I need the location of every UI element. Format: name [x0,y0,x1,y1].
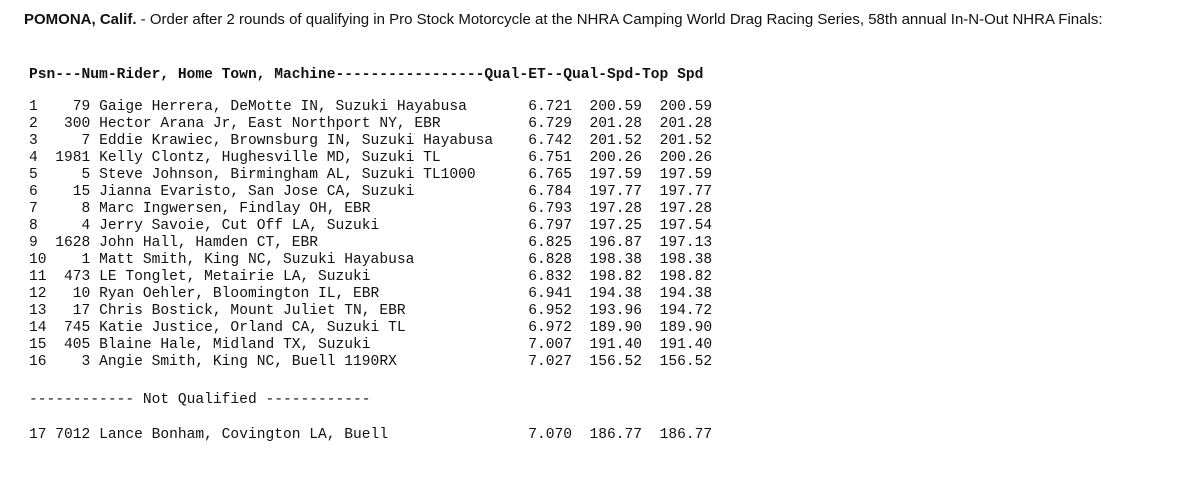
position-cell: 16 [29,354,47,370]
qual-et-cell: 6.765 [528,167,572,183]
qual-speed-cell: 186.77 [572,427,643,443]
rider-cell: Gaige Herrera, DeMotte IN, Suzuki Hayabusa [90,99,529,115]
qual-et-cell: 6.742 [528,133,572,149]
position-cell: 15 [29,337,47,353]
bike-number-cell: 405 [46,337,91,353]
bike-number-cell: 1 [46,252,91,268]
rider-cell: Hector Arana Jr, East Northport NY, EBR [90,116,529,132]
qual-speed-cell: 198.38 [572,252,643,268]
position-cell: 9 [29,235,47,251]
position-cell: 4 [29,150,47,166]
qual-et-cell: 6.751 [528,150,572,166]
rider-cell: Lance Bonham, Covington LA, Buell [90,427,529,443]
qual-et-cell: 7.027 [528,354,572,370]
position-cell: 7 [29,201,47,217]
top-speed-cell: 197.59 [642,167,713,183]
qual-et-cell: 6.828 [528,252,572,268]
bike-number-cell: 300 [46,116,91,132]
top-speed-cell: 194.72 [642,303,713,319]
bike-number-cell: 79 [46,99,91,115]
qual-et-cell: 6.972 [528,320,572,336]
position-cell: 1 [29,99,47,115]
top-speed-cell: 200.26 [642,150,713,166]
top-speed-cell: 198.38 [642,252,713,268]
result-row [29,150,712,167]
position-cell: 10 [29,252,47,268]
top-speed-cell: 201.52 [642,133,713,149]
bike-number-cell: 17 [46,303,91,319]
result-row [29,116,712,133]
qual-speed-cell: 196.87 [572,235,643,251]
bike-number-cell: 1981 [46,150,91,166]
result-row [29,133,712,150]
qual-speed-cell: 200.26 [572,150,643,166]
position-cell: 3 [29,133,47,149]
bike-number-cell: 15 [46,184,91,200]
qual-speed-cell: 197.59 [572,167,643,183]
top-speed-cell: 198.82 [642,269,713,285]
not-qualified-results-list [29,427,712,444]
qual-et-cell: 6.784 [528,184,572,200]
rider-cell: Matt Smith, King NC, Suzuki Hayabusa [90,252,529,268]
rider-cell: Steve Johnson, Birmingham AL, Suzuki TL1000 [90,167,529,183]
not-qualified-divider [29,392,371,409]
rider-cell: Angie Smith, King NC, Buell 1190RX [90,354,529,370]
qual-speed-cell: 193.96 [572,303,643,319]
position-cell: 13 [29,303,47,319]
result-row [29,303,712,320]
top-speed-cell: 156.52 [642,354,713,370]
bike-number-cell: 4 [46,218,91,234]
top-speed-cell: 197.54 [642,218,713,234]
qual-et-cell: 6.952 [528,303,572,319]
result-row [29,99,712,116]
top-speed-cell: 200.59 [642,99,713,115]
intro-paragraph [24,10,1184,30]
top-speed-cell: 197.77 [642,184,713,200]
position-cell: 12 [29,286,47,302]
bike-number-cell: 10 [46,286,91,302]
rider-cell: Jerry Savoie, Cut Off LA, Suzuki [90,218,529,234]
qualified-results-list [29,99,712,371]
position-cell: 2 [29,116,47,132]
dateline: POMONA, Calif. [24,11,137,28]
position-cell: 5 [29,167,47,183]
qual-et-cell: 6.721 [528,99,572,115]
qual-et-cell: 6.832 [528,269,572,285]
qual-speed-cell: 200.59 [572,99,643,115]
rider-cell: Katie Justice, Orland CA, Suzuki TL [90,320,529,336]
top-speed-cell: 197.28 [642,201,713,217]
qual-speed-cell: 156.52 [572,354,643,370]
bike-number-cell: 745 [46,320,91,336]
result-row [29,235,712,252]
position-cell: 8 [29,218,47,234]
top-speed-cell: 201.28 [642,116,713,132]
rider-cell: John Hall, Hamden CT, EBR [90,235,529,251]
qual-speed-cell: 194.38 [572,286,643,302]
results-table-header: Psn---Num-Rider, Home Town, Machine-----------------Qual-ET--Qual-Spd-Top Spd [29,67,704,83]
result-row [29,337,712,354]
qual-speed-cell: 197.28 [572,201,643,217]
result-row [29,427,712,444]
result-row [29,269,712,286]
rider-cell: Chris Bostick, Mount Juliet TN, EBR [90,303,529,319]
bike-number-cell: 473 [46,269,91,285]
bike-number-cell: 8 [46,201,91,217]
top-speed-cell: 189.90 [642,320,713,336]
top-speed-cell: 194.38 [642,286,713,302]
bike-number-cell: 3 [46,354,91,370]
qual-speed-cell: 191.40 [572,337,643,353]
result-row [29,320,712,337]
not-qualified-label: ------------ Not Qualified ------------ [29,392,371,408]
rider-cell: LE Tonglet, Metairie LA, Suzuki [90,269,529,285]
rider-cell: Marc Ingwersen, Findlay OH, EBR [90,201,529,217]
qual-speed-cell: 197.77 [572,184,643,200]
bike-number-cell: 7012 [46,427,91,443]
qual-et-cell: 7.007 [528,337,572,353]
qual-speed-cell: 198.82 [572,269,643,285]
qual-speed-cell: 197.25 [572,218,643,234]
qual-et-cell: 6.793 [528,201,572,217]
result-row [29,286,712,303]
qual-et-cell: 7.070 [528,427,572,443]
top-speed-cell: 191.40 [642,337,713,353]
result-row [29,354,712,371]
rider-cell: Jianna Evaristo, San Jose CA, Suzuki [90,184,529,200]
position-cell: 11 [29,269,47,285]
result-row [29,201,712,218]
result-row [29,184,712,201]
intro-text: - Order after 2 rounds of qualifying in Pro Stock Motorcycle at the NHRA Camping World Drag Racing Series, 58th annual In-N-Out NHRA Finals: [136,11,1103,28]
rider-cell: Kelly Clontz, Hughesville MD, Suzuki TL [90,150,529,166]
position-cell: 17 [29,427,47,443]
top-speed-cell: 186.77 [642,427,713,443]
qual-et-cell: 6.797 [528,218,572,234]
qual-speed-cell: 189.90 [572,320,643,336]
position-cell: 6 [29,184,47,200]
qual-et-cell: 6.729 [528,116,572,132]
rider-cell: Eddie Krawiec, Brownsburg IN, Suzuki Hayabusa [90,133,529,149]
qual-speed-cell: 201.28 [572,116,643,132]
bike-number-cell: 7 [46,133,91,149]
bike-number-cell: 1628 [46,235,91,251]
rider-cell: Ryan Oehler, Bloomington IL, EBR [90,286,529,302]
qual-et-cell: 6.941 [528,286,572,302]
qual-et-cell: 6.825 [528,235,572,251]
result-row [29,218,712,235]
result-row [29,167,712,184]
qual-speed-cell: 201.52 [572,133,643,149]
position-cell: 14 [29,320,47,336]
bike-number-cell: 5 [46,167,91,183]
top-speed-cell: 197.13 [642,235,713,251]
result-row [29,252,712,269]
rider-cell: Blaine Hale, Midland TX, Suzuki [90,337,529,353]
